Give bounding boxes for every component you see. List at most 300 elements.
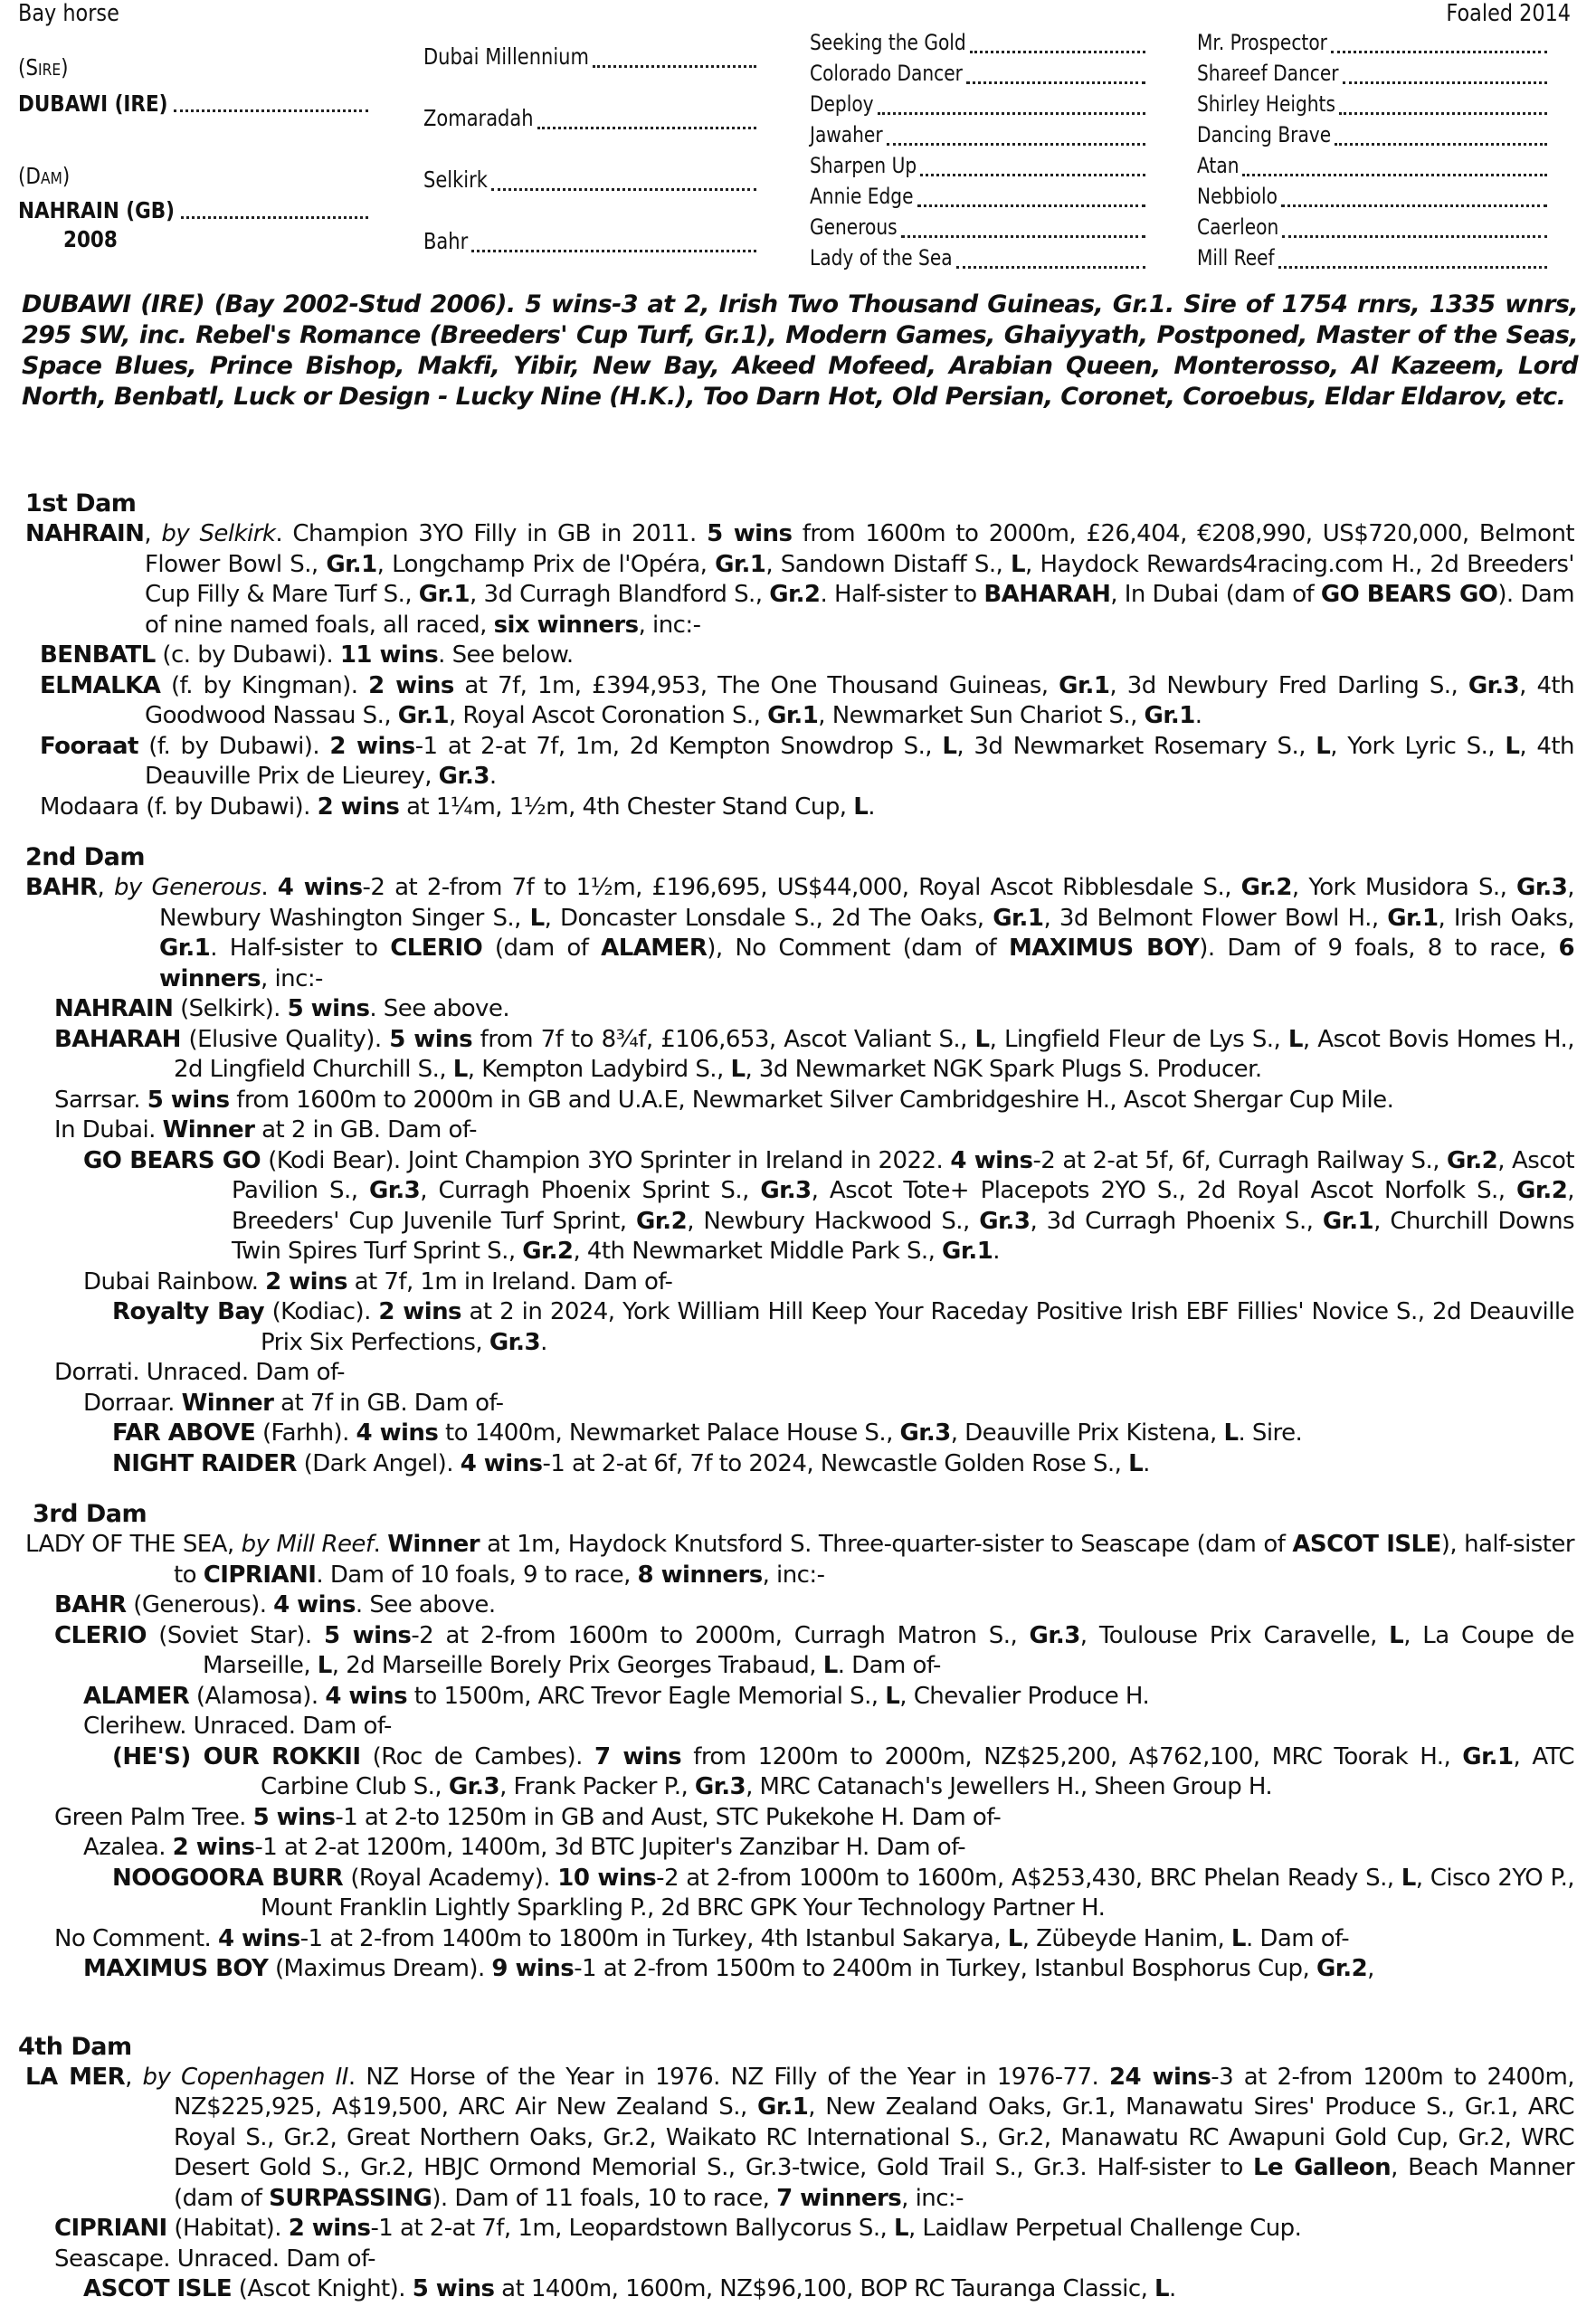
text: , bbox=[144, 520, 162, 547]
bold-text: 8 winners bbox=[637, 1561, 763, 1589]
bold-text: Gr.1 bbox=[1144, 702, 1195, 729]
text: , Ascot Tote+ Placepots 2YO S., 2d Royal Ascot Norfolk S., bbox=[811, 1177, 1517, 1204]
bold-text: L bbox=[822, 1652, 838, 1679]
bold-text: 5 wins bbox=[707, 520, 793, 547]
dotted-leader bbox=[491, 185, 756, 191]
dam-section bbox=[0, 842, 1596, 1479]
foaled-year: Foaled 2014 bbox=[1446, 0, 1571, 27]
text: at 7f, 1m, £394,953, The One Thousand Guineas, bbox=[453, 671, 1059, 699]
text: to 1400m, Newmarket Palace House S., bbox=[438, 1419, 900, 1447]
pedigree-entry bbox=[0, 1086, 1596, 1116]
text: -2 at 2-from 1600m to 2000m, Curragh Matron S., bbox=[411, 1621, 1030, 1649]
ancestor-name: Caerleon bbox=[1197, 214, 1279, 240]
bold-text: 7 wins bbox=[594, 1742, 682, 1770]
bold-text: 10 wins bbox=[557, 1864, 657, 1892]
ancestor-name: Colorado Dancer bbox=[810, 61, 963, 86]
text: . bbox=[868, 793, 875, 821]
text: (Habitat). bbox=[166, 2215, 289, 2242]
ancestor-name: Sharpen Up bbox=[810, 153, 917, 178]
text: Green Palm Tree. bbox=[54, 1803, 253, 1831]
text: , MRC Catanach's Jewellers H., Sheen Group H. bbox=[746, 1773, 1273, 1800]
ancestor-name: Mill Reef bbox=[1197, 245, 1275, 271]
dotted-leader bbox=[1343, 79, 1547, 84]
bold-text: Royalty Bay bbox=[112, 1298, 265, 1325]
bold-text: Gr.2 bbox=[1516, 1177, 1568, 1204]
bold-text: Gr.1 bbox=[1322, 1207, 1374, 1235]
text: . bbox=[1143, 1449, 1150, 1477]
bold-text: GO BEARS GO bbox=[1320, 581, 1498, 608]
bold-text: Le Galleon bbox=[1253, 2154, 1392, 2181]
dam-section bbox=[0, 489, 1596, 822]
bold-text: Gr.1 bbox=[757, 2093, 809, 2121]
bold-text: L bbox=[942, 732, 957, 760]
text: . Dam of- bbox=[1245, 1924, 1350, 1952]
pedigree-entry bbox=[0, 671, 1596, 732]
text: (Soviet Star). bbox=[146, 1621, 324, 1649]
text: , Beach Manner (dam of bbox=[174, 2154, 1574, 2212]
text: to 1500m, ARC Trevor Eagle Memorial S., bbox=[407, 1682, 886, 1710]
bold-text: 2 wins bbox=[368, 671, 454, 699]
text: . bbox=[261, 874, 278, 901]
text: (Farhh). bbox=[255, 1419, 356, 1447]
bold-text: Fooraat bbox=[40, 732, 138, 760]
text: In Dubai. bbox=[54, 1116, 163, 1144]
pedigree-entry bbox=[0, 2214, 1596, 2245]
dotted-leader bbox=[920, 171, 1145, 176]
bold-text: 6 winners bbox=[159, 935, 1575, 992]
text: , 4th Goodwood Nassau S., bbox=[145, 671, 1575, 729]
text: -1 at 2-from 1500m to 2400m in Turkey, Istanbul Bosphorus Cup, bbox=[574, 1955, 1316, 1982]
ancestor-name: Deploy bbox=[810, 91, 874, 117]
ancestor-name: Zomaradah bbox=[423, 105, 534, 131]
text: . bbox=[373, 1531, 388, 1558]
text: at 1¼m, 1½m, 4th Chester Stand Cup, bbox=[399, 793, 854, 821]
pedigree-entry bbox=[0, 2245, 1596, 2275]
bold-text: LA MER bbox=[25, 2063, 126, 2091]
bold-text: NOOGOORA BURR bbox=[112, 1864, 344, 1892]
text: , Toulouse Prix Caravelle, bbox=[1079, 1621, 1390, 1649]
bold-text: CLERIO bbox=[390, 935, 483, 962]
pedigree-entry bbox=[0, 1267, 1596, 1298]
text: -1 at 2-at 1200m, 1400m, 3d BTC Jupiter's Zanzibar H. Dam of- bbox=[254, 1834, 966, 1861]
text: , inc:- bbox=[638, 611, 701, 639]
ancestor-name: Shareef Dancer bbox=[1197, 61, 1339, 86]
bold-text: GO BEARS GO bbox=[83, 1146, 261, 1174]
text: , bbox=[1367, 1955, 1374, 1982]
bold-text: ASCOT ISLE bbox=[83, 2275, 233, 2302]
bold-text: 4 wins bbox=[277, 874, 363, 901]
bold-text: L bbox=[853, 793, 869, 821]
pedigree-entry bbox=[0, 1712, 1596, 1742]
text: . See above. bbox=[369, 995, 510, 1022]
bold-text: Gr.1 bbox=[1059, 671, 1110, 699]
text: from 1600m to 2000m, £26,404, €208,990, US$720,000, Belmont Flower Bowl S., bbox=[145, 520, 1575, 578]
text: . Champion 3YO Filly in GB in 2011. bbox=[275, 520, 708, 547]
text: ). Dam of nine named foals, all raced, bbox=[145, 581, 1574, 639]
colour-sex: Bay horse bbox=[18, 0, 119, 27]
bold-text: Gr.1 bbox=[1462, 1742, 1514, 1770]
text: , York Musidora S., bbox=[1291, 874, 1517, 901]
bold-text: 4 wins bbox=[325, 1682, 408, 1710]
bold-text: L bbox=[730, 1056, 746, 1083]
text: ). Dam of 9 foals, 8 to race, bbox=[1199, 935, 1559, 962]
text: (Royal Academy). bbox=[343, 1864, 558, 1892]
pedigree-entry bbox=[0, 1803, 1596, 1834]
text: , Zübeyde Hanim, bbox=[1021, 1924, 1231, 1952]
text: , Laidlaw Perpetual Challenge Cup. bbox=[908, 2215, 1302, 2242]
bold-text: Gr.2 bbox=[1446, 1146, 1498, 1174]
pedigree-entry bbox=[0, 2274, 1596, 2305]
italic-text: by Selkirk bbox=[161, 520, 276, 547]
ancestor-name: Jawaher bbox=[810, 122, 883, 147]
dotted-leader bbox=[1339, 109, 1547, 115]
bold-text: Gr.3 bbox=[438, 763, 489, 790]
text: from 1600m to 2000m in GB and U.A.E, Newmarket Silver Cambridgeshire H., Ascot Shergar Cup Mile. bbox=[229, 1086, 1394, 1114]
text: . Half-sister to bbox=[210, 935, 391, 962]
text: , Lingfield Fleur de Lys S., bbox=[989, 1025, 1288, 1053]
text: . Sire. bbox=[1238, 1419, 1303, 1447]
ancestor-name: Mr. Prospector bbox=[1197, 30, 1327, 55]
pedigree-entry bbox=[0, 1146, 1596, 1267]
text: . bbox=[489, 763, 497, 790]
text: , Chevalier Produce H. bbox=[899, 1682, 1150, 1710]
bold-text: ASCOT ISLE bbox=[1292, 1531, 1441, 1558]
bold-text: six winners bbox=[493, 611, 639, 639]
text: from 1200m to 2000m, NZ$25,200, A$762,100, MRC Toorak H., bbox=[681, 1742, 1463, 1770]
text: , Deauville Prix Kistena, bbox=[950, 1419, 1224, 1447]
bold-text: Gr.3 bbox=[1468, 671, 1520, 699]
pedigree-entry bbox=[0, 1590, 1596, 1621]
text: , inc:- bbox=[261, 964, 323, 992]
text: -1 at 2-at 7f, 1m, 2d Kempton Snowdrop S., bbox=[414, 732, 943, 760]
dam-year: 2008 bbox=[63, 226, 118, 252]
dotted-leader bbox=[887, 140, 1145, 146]
bold-text: L bbox=[529, 904, 545, 932]
text: -1 at 2-from 1400m to 1800m in Turkey, 4th Istanbul Sakarya, bbox=[299, 1924, 1008, 1952]
bold-text: L bbox=[885, 1682, 900, 1710]
text: . NZ Horse of the Year in 1976. NZ Filly of the Year in 1976-77. bbox=[347, 2063, 1109, 2091]
bold-text: L bbox=[1011, 550, 1026, 578]
text: , In Dubai (dam of bbox=[1110, 581, 1321, 608]
bold-text: L bbox=[1401, 1864, 1416, 1892]
text: . bbox=[540, 1328, 547, 1356]
text: Seascape. Unraced. Dam of- bbox=[54, 2245, 375, 2273]
bold-text: 5 wins bbox=[287, 995, 370, 1022]
ancestor-name: Atan bbox=[1197, 153, 1240, 178]
bold-text: L bbox=[317, 1652, 332, 1679]
bold-text: 4 wins bbox=[273, 1591, 356, 1618]
text: , inc:- bbox=[901, 2184, 964, 2212]
section-title: 1st Dam bbox=[25, 489, 137, 517]
ancestor-name: Seeking the Gold bbox=[810, 30, 966, 55]
text: , bbox=[125, 2063, 143, 2091]
text: at 7f, 1m in Ireland. Dam of- bbox=[347, 1267, 673, 1296]
text: Modaara (f. by Dubawi). bbox=[40, 793, 318, 821]
bold-text: CIPRIANI bbox=[203, 1561, 317, 1589]
text: , Longchamp Prix de l'Opéra, bbox=[376, 550, 716, 578]
bold-text: 5 wins bbox=[323, 1621, 412, 1649]
dam-section bbox=[0, 2032, 1596, 2305]
text: at 2 in GB. Dam of- bbox=[254, 1116, 477, 1144]
bold-text: 2 wins bbox=[329, 732, 415, 760]
text: (Generous). bbox=[126, 1591, 274, 1618]
bold-text: Gr.3 bbox=[694, 1773, 746, 1800]
bold-text: 5 wins bbox=[389, 1025, 472, 1053]
sire-summary: DUBAWI (IRE) (Bay 2002-Stud 2006). 5 wins-3 at 2, Irish Two Thousand Guineas, Gr.1. Sire of 1754 rnrs, 1335 wnrs, 295 SW, inc. Rebel's Romance (Breeders' Cup Turf, Gr.1), Modern Games, Ghaiyyath, Postponed, Master of the Seas, Space Blues, Prince Bishop, Makfi, Yibir, New Bay, Akeed Mofeed, Arabian Queen, Monterosso, Al Kazeem, Lord North, Benbatl, Luck or Design - Lucky Nine (H.K.), Too Darn Hot, Old Persian, Coronet, Coroebus, Eldar Eldarov, etc. bbox=[22, 290, 1578, 411]
text: . See above. bbox=[355, 1591, 496, 1618]
pedigree-entry bbox=[0, 1954, 1596, 1985]
pedigree-entry bbox=[0, 732, 1596, 793]
text: (dam of bbox=[482, 935, 602, 962]
bold-text: Winner bbox=[162, 1116, 255, 1144]
bold-text: NAHRAIN bbox=[25, 520, 145, 547]
pedigree-entry bbox=[0, 641, 1596, 671]
text: ), No Comment (dam of bbox=[707, 935, 1009, 962]
bold-text: SURPASSING bbox=[269, 2184, 432, 2212]
text: LADY OF THE SEA, bbox=[25, 1531, 242, 1558]
bold-text: L bbox=[452, 1056, 468, 1083]
text: , La Coupe de Marseille, bbox=[203, 1621, 1575, 1679]
text: (f. by Kingman). bbox=[160, 671, 369, 699]
bold-text: Gr.2 bbox=[1316, 1955, 1368, 1982]
bold-text: 4 wins bbox=[460, 1449, 543, 1477]
bold-text: 11 wins bbox=[339, 641, 439, 669]
text: (Dark Angel). bbox=[296, 1449, 461, 1477]
pedigree-entry bbox=[0, 1115, 1596, 1146]
text: , 4th Newmarket Middle Park S., bbox=[573, 1238, 943, 1265]
text: , inc:- bbox=[762, 1561, 825, 1589]
bold-text: L bbox=[1287, 1025, 1303, 1053]
text: , Ascot Bovis Homes H., 2d Lingfield Churchill S., bbox=[174, 1025, 1574, 1083]
text: , Sandown Distaff S., bbox=[765, 550, 1012, 578]
bold-text: Gr.1 bbox=[942, 1238, 993, 1265]
pedigree-entry bbox=[0, 519, 1596, 641]
bold-text: ALAMER bbox=[601, 935, 708, 962]
bold-text: Gr.1 bbox=[397, 702, 449, 729]
bold-text: 5 wins bbox=[412, 2275, 495, 2302]
pedigree-entry bbox=[0, 1742, 1596, 1803]
text: , 3d Curragh Blandford S., bbox=[470, 581, 770, 608]
bold-text: BAHR bbox=[25, 874, 98, 901]
bold-text: 4 wins bbox=[217, 1924, 300, 1952]
dotted-leader bbox=[917, 202, 1145, 207]
pedigree-table bbox=[0, 0, 1596, 271]
text: (Selkirk). bbox=[173, 995, 288, 1022]
text: , Newbury Washington Singer S., bbox=[159, 874, 1574, 932]
ancestor-name: Bahr bbox=[423, 228, 469, 254]
dotted-leader bbox=[966, 79, 1145, 84]
text: . Dam of- bbox=[837, 1652, 941, 1679]
bold-text: 4 wins bbox=[950, 1146, 1033, 1174]
pedigree-entry bbox=[0, 1924, 1596, 1955]
pedigree-entry bbox=[0, 1025, 1596, 1086]
bold-text: Gr.3 bbox=[1516, 874, 1568, 901]
bold-text: MAXIMUS BOY bbox=[1008, 935, 1200, 962]
text: , 3d Curragh Phoenix S., bbox=[1030, 1207, 1323, 1235]
bold-text: Gr.3 bbox=[369, 1177, 421, 1204]
text: -1 at 2-to 1250m in GB and Aust, STC Pukekohe H. Dam of- bbox=[335, 1803, 1002, 1831]
bold-text: L bbox=[1128, 1449, 1144, 1477]
text: . bbox=[993, 1238, 1000, 1265]
ancestor-name: Annie Edge bbox=[810, 184, 914, 209]
text: , Breeders' Cup Juvenile Turf Sprint, bbox=[232, 1177, 1574, 1235]
text: ), half-sister to bbox=[174, 1531, 1575, 1589]
bold-text: BAHR bbox=[54, 1591, 127, 1618]
ancestor-name: Generous bbox=[810, 214, 898, 240]
bold-text: L bbox=[1505, 732, 1520, 760]
dotted-leader bbox=[471, 247, 756, 252]
text: Sarrsar. bbox=[54, 1086, 147, 1114]
bold-text: Gr.3 bbox=[448, 1773, 500, 1800]
pedigree-entry bbox=[0, 1419, 1596, 1449]
text: -2 at 2-at 5f, 6f, Curragh Railway S., bbox=[1032, 1146, 1447, 1174]
bold-text: L bbox=[1316, 732, 1331, 760]
text: (Maximus Dream). bbox=[268, 1955, 492, 1982]
section-spacer bbox=[0, 1479, 1596, 1499]
text: , Frank Packer P., bbox=[499, 1773, 695, 1800]
text: , Newmarket Sun Chariot S., bbox=[818, 702, 1145, 729]
bold-text: 2 wins bbox=[288, 2215, 371, 2242]
pedigree-entry bbox=[0, 1833, 1596, 1864]
dotted-leader bbox=[1282, 233, 1547, 238]
dam-section bbox=[0, 1499, 1596, 1985]
section-title: 4th Dam bbox=[18, 2032, 132, 2061]
bold-text: L bbox=[893, 2215, 908, 2242]
dam-label: (Dam) bbox=[18, 163, 71, 189]
section-title: 3rd Dam bbox=[33, 1500, 147, 1528]
text: , Royal Ascot Coronation S., bbox=[449, 702, 768, 729]
bold-text: BAHARAH bbox=[54, 1025, 181, 1053]
text: . Half-sister to bbox=[820, 581, 984, 608]
dotted-leader bbox=[956, 263, 1145, 269]
bold-text: Gr.1 bbox=[159, 935, 211, 962]
bold-text: 7 winners bbox=[776, 2184, 902, 2212]
pedigree-entry bbox=[0, 994, 1596, 1025]
text: Clerihew. Unraced. Dam of- bbox=[83, 1713, 392, 1740]
bold-text: 5 wins bbox=[252, 1803, 336, 1831]
text: Azalea. bbox=[83, 1834, 173, 1861]
dam-leader bbox=[181, 214, 368, 219]
text: (Kodi Bear). Joint Champion 3YO Sprinter in Ireland in 2022. bbox=[261, 1146, 951, 1174]
bold-text: 5 wins bbox=[147, 1086, 230, 1114]
text: , 4th Deauville Prix de Lieurey, bbox=[145, 732, 1574, 790]
bold-text: CIPRIANI bbox=[54, 2215, 167, 2242]
text: , York Lyric S., bbox=[1330, 732, 1506, 760]
text: , Newbury Hackwood S., bbox=[687, 1207, 980, 1235]
ancestor-name: Dancing Brave bbox=[1197, 122, 1332, 147]
text: , Doncaster Lonsdale S., 2d The Oaks, bbox=[544, 904, 993, 932]
bold-text: Gr.2 bbox=[769, 581, 821, 608]
text: , 3d Belmont Flower Bowl H., bbox=[1043, 904, 1388, 932]
text: . bbox=[1194, 702, 1202, 729]
dotted-leader bbox=[1278, 263, 1547, 269]
dotted-leader bbox=[901, 233, 1145, 238]
bold-text: Gr.1 bbox=[1387, 904, 1439, 932]
text: -2 at 2-from 7f to 1½m, £196,695, US$44,000, Royal Ascot Ribblesdale S., bbox=[362, 874, 1241, 901]
bold-text: L bbox=[1389, 1621, 1404, 1649]
pedigree-entry bbox=[0, 873, 1596, 994]
bold-text: Gr.1 bbox=[993, 904, 1044, 932]
text: at 2 in 2024, York William Hill Keep Your Raceday Positive Irish EBF Fillies' Novice S., 2d Deauville Prix Six Perfections, bbox=[261, 1298, 1575, 1356]
text: . Dam of 10 foals, 9 to race, bbox=[316, 1561, 638, 1589]
text: , 3d Newmarket Rosemary S., bbox=[956, 732, 1316, 760]
pedigree-entry bbox=[0, 2063, 1596, 2215]
text: , Haydock Rewards4racing.com H., 2d Breeders' Cup Filly & Mare Turf S., bbox=[145, 550, 1574, 608]
text: , Cisco 2YO P., Mount Franklin Lightly Sparkling P., 2d BRC GPK Your Technology Partner H. bbox=[261, 1864, 1574, 1922]
text: (Alamosa). bbox=[189, 1682, 326, 1710]
bold-text: 2 wins bbox=[172, 1834, 255, 1861]
text: (Elusive Quality). bbox=[180, 1025, 390, 1053]
text: , bbox=[97, 874, 114, 901]
bold-text: CLERIO bbox=[54, 1621, 147, 1649]
bold-text: Gr.1 bbox=[418, 581, 470, 608]
female-family bbox=[0, 489, 1596, 2305]
text: at 1m, Haydock Knutsford S. Three-quarter-sister to Seascape (dam of bbox=[480, 1531, 1293, 1558]
dam-name: NAHRAIN (GB) bbox=[18, 197, 175, 223]
bold-text: 9 wins bbox=[491, 1955, 575, 1982]
text: , Kempton Ladybird S., bbox=[467, 1056, 731, 1083]
bold-text: Gr.2 bbox=[522, 1238, 574, 1265]
text: (f. by Dubawi). bbox=[138, 732, 330, 760]
section-spacer bbox=[0, 822, 1596, 842]
bold-text: Gr.3 bbox=[1029, 1621, 1080, 1649]
sire-name: DUBAWI (IRE) bbox=[18, 90, 168, 117]
bold-text: 2 wins bbox=[378, 1298, 461, 1325]
dotted-leader bbox=[1242, 171, 1547, 176]
pedigree-entry bbox=[0, 1449, 1596, 1480]
dotted-leader bbox=[970, 48, 1145, 53]
text: , New Zealand Oaks, Gr.1, Manawatu Sires' Produce S., Gr.1, ARC Royal S., Gr.2, Great Northern Oaks, Gr.2, Waikato RC International S., Gr.2, Manawatu RC Awapuni Gold Cup, Gr.2, WRC Desert Gold S., Gr.2, HBJC Ormond Memorial S., Gr.3-twice, Gold Trail S., Gr.3. Half-sister to bbox=[174, 2093, 1574, 2181]
bold-text: L bbox=[1223, 1419, 1239, 1447]
text: from 7f to 8¾f, £106,653, Ascot Valiant S., bbox=[472, 1025, 975, 1053]
italic-text: by Copenhagen II bbox=[142, 2063, 348, 2091]
sire-label: (Sire) bbox=[18, 54, 69, 81]
section-spacer bbox=[0, 1985, 1596, 2032]
bold-text: BAHARAH bbox=[983, 581, 1111, 608]
text: , 2d Marseille Borely Prix Georges Trabaud, bbox=[331, 1652, 823, 1679]
bold-text: 2 wins bbox=[317, 793, 400, 821]
bold-text: (HE'S) OUR ROKKII bbox=[112, 1742, 361, 1770]
pedigree-entry bbox=[0, 1530, 1596, 1590]
ancestor-name: Shirley Heights bbox=[1197, 91, 1335, 117]
text: (Roc de Cambes). bbox=[360, 1742, 594, 1770]
bold-text: Gr.3 bbox=[489, 1328, 541, 1356]
dotted-leader bbox=[1281, 202, 1547, 207]
text: -1 at 2-at 7f, 1m, Leopardstown Ballycorus S., bbox=[370, 2215, 894, 2242]
bold-text: Gr.3 bbox=[899, 1419, 951, 1447]
text: (Ascot Knight). bbox=[232, 2275, 413, 2302]
text: (Kodiac). bbox=[264, 1298, 379, 1325]
bold-text: ALAMER bbox=[83, 1682, 190, 1710]
ancestor-name: Nebbiolo bbox=[1197, 184, 1278, 209]
pedigree-entry bbox=[0, 1358, 1596, 1389]
text: at 1400m, 1600m, NZ$96,100, BOP RC Tauranga Classic, bbox=[494, 2275, 1154, 2302]
text: at 7f in GB. Dam of- bbox=[273, 1389, 504, 1417]
ancestor-name: Dubai Millennium bbox=[423, 43, 589, 70]
text: -3 at 2-from 1200m to 2400m, NZ$225,925, A$19,500, ARC Air New Zealand S., bbox=[174, 2063, 1574, 2121]
text: , Churchill Downs Twin Spires Turf Sprint S., bbox=[232, 1207, 1574, 1265]
pedigree-entry bbox=[0, 1864, 1596, 1924]
bold-text: L bbox=[1230, 1924, 1246, 1952]
bold-text: 4 wins bbox=[356, 1419, 439, 1447]
ancestor-name: Selkirk bbox=[423, 166, 488, 193]
text: No Comment. bbox=[54, 1924, 218, 1952]
bold-text: L bbox=[974, 1025, 990, 1053]
bold-text: L bbox=[1154, 2275, 1170, 2302]
text: Dorrati. Unraced. Dam of- bbox=[54, 1359, 346, 1386]
dotted-leader bbox=[1335, 140, 1547, 146]
dotted-leader bbox=[537, 124, 756, 129]
